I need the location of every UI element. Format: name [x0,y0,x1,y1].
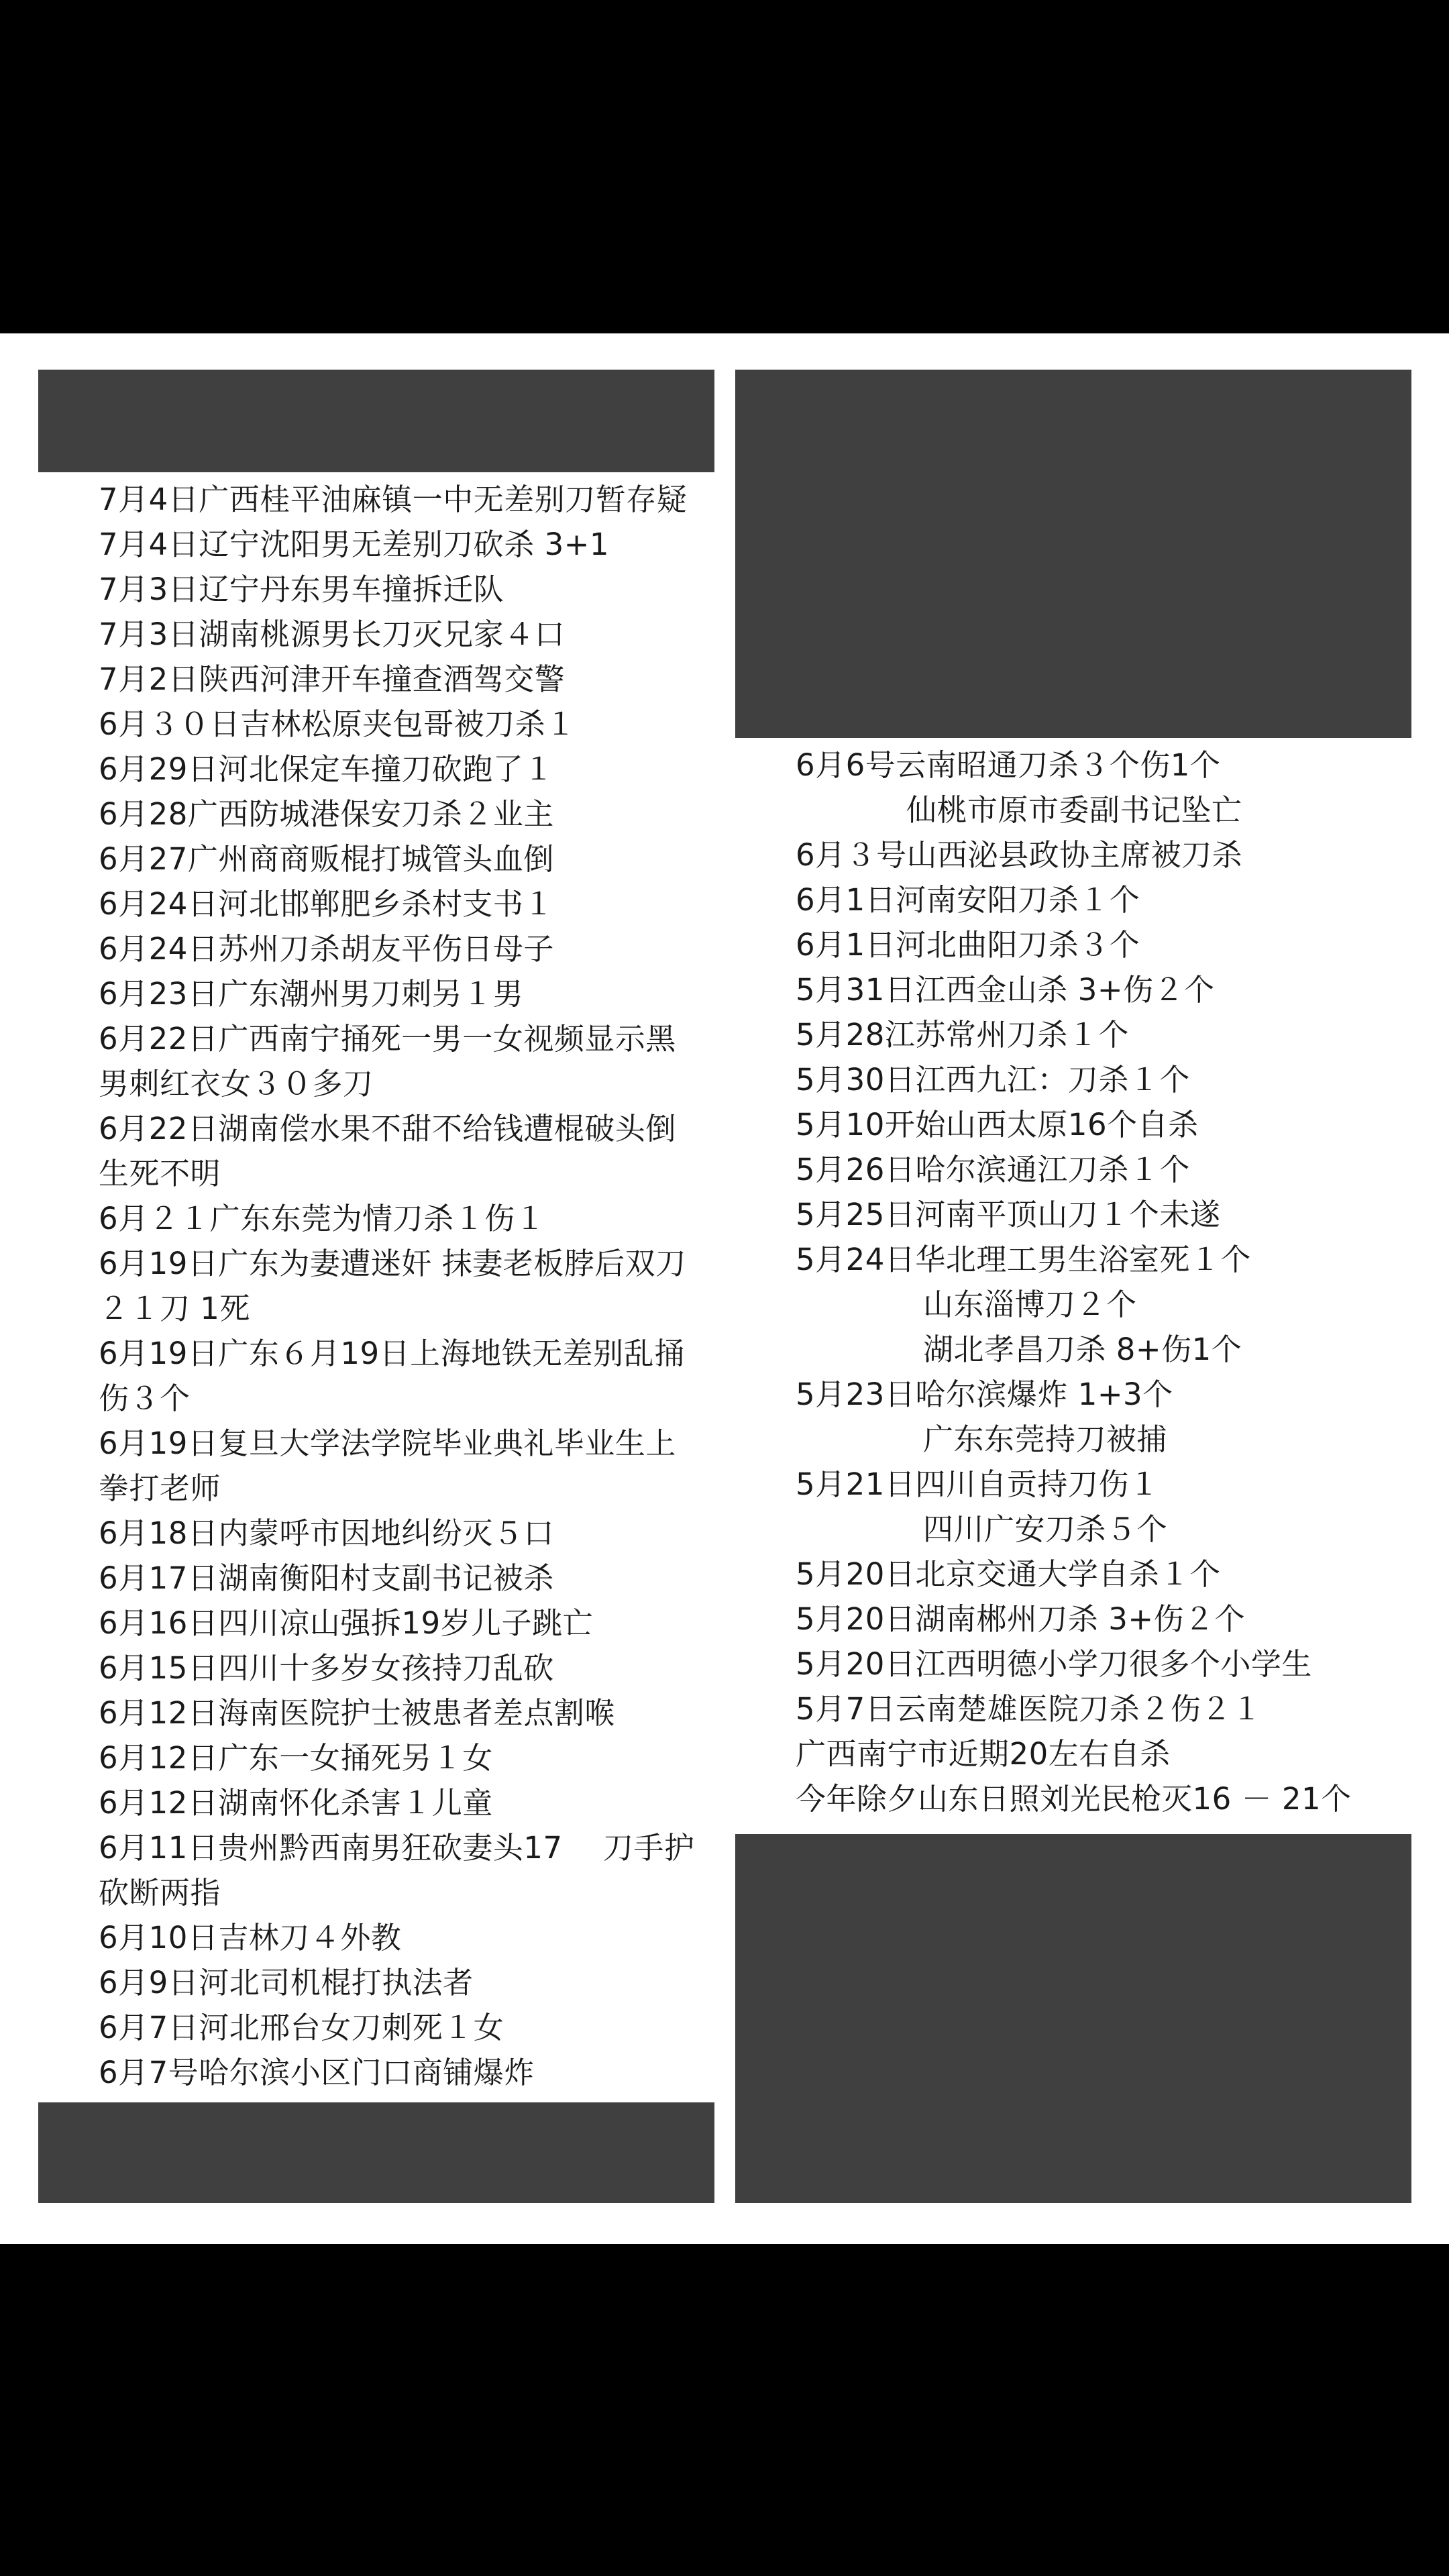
right-text-line: 广东东莞持刀被捕 [923,1421,1168,1457]
right-text-line: 5月20日江西明德小学刀很多个小学生 [796,1646,1312,1682]
right-column [735,370,1411,2203]
left-text-line: 6月18日内蒙呼市因地纠纷灭５口 [99,1515,554,1551]
left-text-line: 6月9日河北司机棍打执法者 [99,1965,474,2000]
right-text-line: 5月10开始山西太原16个自杀 [796,1107,1199,1142]
left-text-line: 生死不明 [99,1156,221,1191]
left-text-line: 6月27广州商商贩棍打城管头血倒 [99,841,554,877]
right-text-line: 5月30日江西九江：刀杀１个 [796,1062,1190,1097]
right-text-line: 5月24日华北理工男生浴室死１个 [796,1242,1251,1277]
right-text-line: 5月21日四川自贡持刀伤１ [796,1466,1160,1502]
left-text-line: 6月２１广东东莞为情刀杀１伤１ [99,1201,546,1236]
left-text-line: 6月28广西防城港保安刀杀２业主 [99,796,554,832]
left-text-line: 7月3日湖南桃源男长刀灭兄家４口 [99,616,566,652]
left-text-line: 砍断两指 [99,1875,221,1911]
left-text-line: 6月22日湖南偿水果不甜不给钱遭棍破头倒 [99,1111,676,1146]
right-text-line: 6月1日河南安阳刀杀１个 [796,882,1140,918]
document-sheet [0,333,1449,2244]
left-text-line: 7月3日辽宁丹东男车撞拆迁队 [99,572,504,607]
right-text-line: 5月25日河南平顶山刀１个未遂 [796,1197,1221,1232]
redaction-bar-bottom-left [38,2102,714,2203]
left-text-block [99,477,714,2095]
left-column [38,370,714,2203]
left-text-line: 男刺红衣女３０多刀 [99,1066,374,1102]
redaction-bar-top-left [38,370,714,472]
redaction-bar-top-right [735,370,1411,738]
right-text-line: 今年除夕山东日照刘光民枪灭16 － 21个 [796,1781,1352,1817]
left-text-line: 6月11日贵州黔西南男狂砍妻头17 刀手护 [99,1830,695,1866]
right-text-line: 5月20日湖南郴州刀杀 3+伤２个 [796,1601,1246,1637]
left-text-line: 7月4日辽宁沈阳男无差别刀砍杀 3+1 [99,527,610,562]
left-text-line: 6月7号哈尔滨小区门口商铺爆炸 [99,2055,535,2090]
left-text-line: 6月24日河北邯郸肥乡杀村支书１ [99,886,554,922]
left-text-line: 6月7日河北邢台女刀刺死１女 [99,2010,504,2045]
left-text-line: 6月19日广东为妻遭迷奸 抹妻老板脖后双刀 [99,1246,686,1281]
left-text-line: 6月24日苏州刀杀胡友平伤日母子 [99,931,554,967]
left-text-line: 6月23日广东潮州男刀刺另１男 [99,976,524,1012]
left-text-line: 6月19日广东６月19日上海地铁无差别乱捅 [99,1336,685,1371]
left-text-line: 拳打老师 [99,1470,221,1506]
left-text-line: 6月29日河北保定车撞刀砍跑了１ [99,751,554,787]
right-text-line: 5月20日北京交通大学自杀１个 [796,1556,1221,1592]
left-text-line: 6月17日湖南衡阳村支副书记被杀 [99,1560,554,1596]
left-text-line: 6月19日复旦大学法学院毕业典礼毕业生上 [99,1426,676,1461]
left-text-line: 7月4日广西桂平油麻镇一中无差别刀暂存疑 [99,482,688,517]
right-text-line: 5月31日江西金山杀 3+伤２个 [796,972,1215,1008]
left-text-line: 6月10日吉林刀４外教 [99,1920,402,1955]
left-text-line: 6月12日海南医院护士被患者差点割喉 [99,1695,615,1731]
left-text-line: 伤３个 [99,1381,191,1416]
right-text-line: 6月6号云南昭通刀杀３个伤1个 [796,747,1221,783]
right-text-line: 5月23日哈尔滨爆炸 1+3个 [796,1377,1173,1412]
left-text-line: 6月16日四川凉山强拆19岁儿子跳亡 [99,1605,594,1641]
right-text-line: 湖北孝昌刀杀 8+伤1个 [923,1332,1242,1367]
left-text-line: ２１刀 1死 [99,1291,250,1326]
left-text-line: 6月22日广西南宁捅死一男一女视频显示黑 [99,1021,676,1057]
right-text-line: 5月26日哈尔滨通江刀杀１个 [796,1152,1190,1187]
left-text-line: 6月12日广东一女捅死另１女 [99,1740,493,1776]
right-text-line: 山东淄博刀２个 [923,1287,1137,1322]
left-text-line: 6月３０日吉林松原夹包哥被刀杀１ [99,706,576,742]
left-text-line: 7月2日陕西河津开车撞查酒驾交警 [99,661,566,697]
redaction-bar-bottom-right [735,1834,1411,2203]
right-text-block [796,743,1411,1821]
right-text-line: 5月7日云南楚雄医院刀杀２伤２１ [796,1691,1263,1727]
left-text-line: 6月15日四川十多岁女孩持刀乱砍 [99,1650,554,1686]
right-text-line: 四川广安刀杀５个 [923,1511,1168,1547]
right-text-line: 广西南宁市近期20左右自杀 [796,1736,1171,1772]
right-text-line: 6月1日河北曲阳刀杀３个 [796,927,1140,963]
right-text-line: 5月28江苏常州刀杀１个 [796,1017,1129,1053]
right-text-line: 仙桃市原市委副书记坠亡 [906,792,1242,828]
left-text-line: 6月12日湖南怀化杀害１儿童 [99,1785,493,1821]
right-text-line: 6月３号山西泌县政协主席被刀杀 [796,837,1243,873]
